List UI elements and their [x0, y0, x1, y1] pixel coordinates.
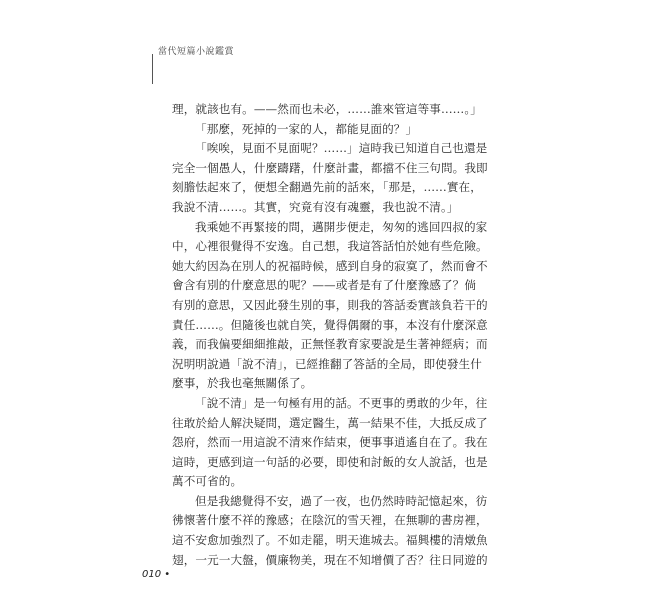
text-line: 麼事，於我也毫無關係了。: [172, 376, 313, 391]
text-line: 「說不清」是一句極有用的話。不更事的勇敢的少年，往: [195, 395, 488, 410]
text-line: 理，就該也有。——然而也未必，……誰來管這等事……。」: [172, 102, 482, 116]
text-line: 她大約因為在別人的祝福時候，感到自身的寂寞了，然而會不: [172, 258, 488, 273]
text-line: 會含有別的什麼意思的呢？——或者是有了什麼豫感了？倘: [172, 278, 477, 293]
text-line: 這時，更感到這一句話的必要，即使和討飯的女人說話，也是: [172, 454, 488, 469]
page-number: 010 •: [142, 569, 171, 580]
text-line: 有別的意思，又因此發生別的事，則我的答話委實該負若干的: [172, 297, 488, 312]
text-line: 「那麼，死掉的一家的人，都能見面的？」: [195, 121, 418, 136]
text-line: 完全一個愚人，什麼躊躇，什麼計畫，都擋不住三句問。我即: [172, 160, 488, 175]
text-line: 彿懷著什麼不祥的豫感；在陰沉的雪天裡，在無聊的書房裡，: [172, 513, 488, 528]
text-line: 責任……。但隨後也就自笑，覺得偶爾的事，本沒有什麼深意: [172, 317, 488, 332]
text-line: 翅，一元一大盤，價廉物美，現在不知增價了否？往日同遊的: [172, 552, 488, 567]
text-line: 我乘她不再緊接的問，邁開步便走，匆匆的逃回四叔的家: [195, 219, 488, 234]
text-line: 怨府，然而一用這說不清來作結束，便事事逍遙自在了。我在: [172, 435, 488, 450]
text-line: 「唉唉，見面不見面呢？……」這時我已知道自己也還是: [195, 141, 488, 156]
text-line: 中，心裡很覺得不安逸。自己想，我這答話怕於她有些危險。: [172, 239, 488, 254]
text-line: 況明明說過「說不清」，已經推翻了答話的全局，即使發生什: [172, 356, 482, 371]
body-text: [172, 100, 504, 570]
text-line: 義，而我偏要細細推敲，正無怪教育家要說是生著神經病；而: [172, 337, 488, 352]
text-line: 這不安愈加強烈了。不如走罷，明天進城去。福興樓的清燉魚: [172, 533, 488, 548]
text-line: 往敢於給人解決疑問，選定醫生，萬一結果不佳，大抵反成了: [172, 415, 488, 430]
text-line: 但是我總覺得不安，過了一夜，也仍然時時記憶起來，彷: [195, 493, 488, 508]
text-line: 萬不可省的。: [172, 474, 243, 489]
running-header-title: 當代短篇小說鑑賞: [158, 47, 235, 57]
text-line: 我說不清……。其實，究竟有沒有魂靈，我也說不清。」: [172, 199, 459, 214]
header-rule: [152, 54, 153, 84]
text-line: 刻膽怯起來了，便想全翻過先前的話來，「那是，……實在，: [172, 180, 482, 195]
